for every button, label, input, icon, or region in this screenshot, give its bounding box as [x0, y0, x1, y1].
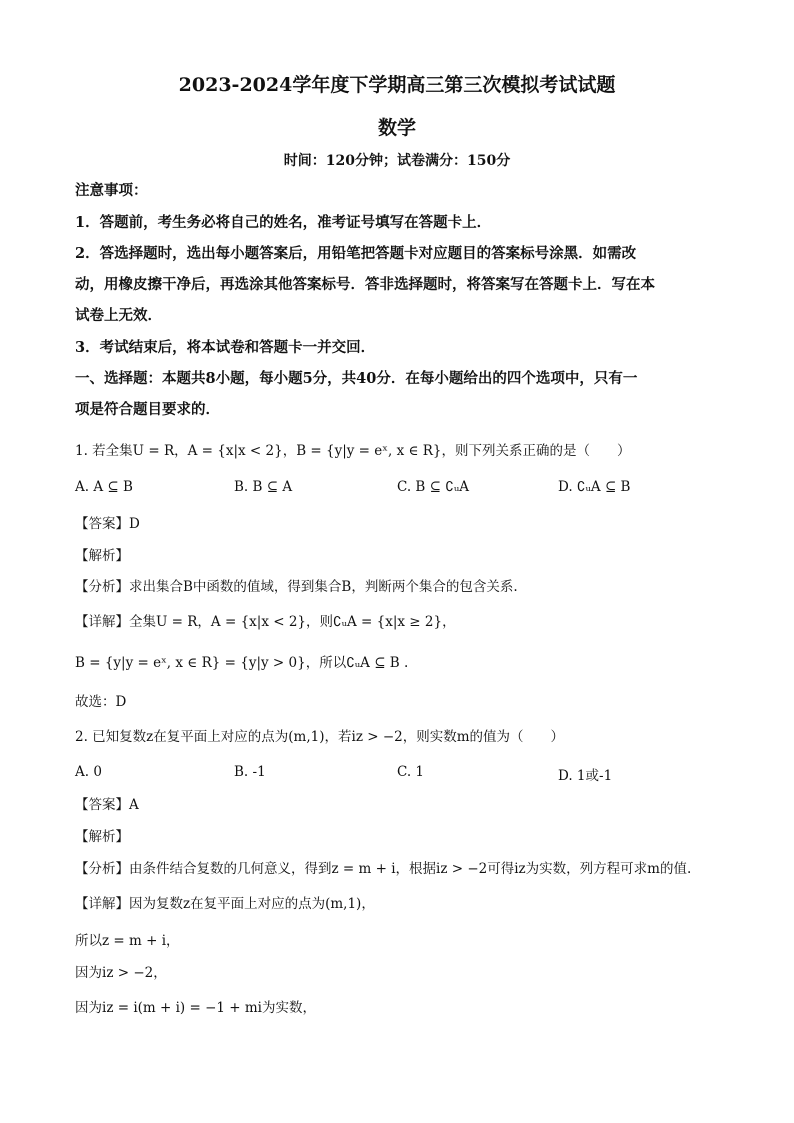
q2-answer: 【答案】A [75, 797, 139, 813]
q2-fenxi: 【分析】由条件结合复数的几何意义，得到z = m + i，根据iz > −2可得iz为实数，列方程可求m的值. [75, 861, 692, 877]
q1-analysis-label: 【解析】 [75, 548, 129, 564]
q1-option-a: A. A ⊆ B [75, 479, 133, 495]
q2-option-c: C. 1 [397, 764, 425, 780]
section-1-heading-line-2: 项是符合题目要求的． [75, 401, 220, 418]
q1-conclusion: 故选：D [75, 694, 127, 710]
notice-item-3: 3．考试结束后，将本试卷和答题卡一并交回． [75, 339, 376, 356]
q2-detail-3: 因为iz > −2， [75, 965, 167, 981]
q1-option-d: D. ∁ᵤA ⊆ B [558, 479, 631, 495]
exam-title: 2023-2024学年度下学期高三第三次模拟考试试题 [178, 74, 616, 96]
q1-fenxi: 【分析】求出集合B中函数的值域，得到集合B，判断两个集合的包含关系. [75, 579, 518, 595]
exam-subject: 数学 [377, 117, 416, 139]
notice-item-1: 1．答题前，考生务必将自己的姓名，准考证号填写在答题卡上． [75, 214, 492, 231]
q2-option-d: D. 1或-1 [558, 768, 613, 784]
q2-analysis-label: 【解析】 [75, 829, 129, 845]
notice-heading: 注意事项： [75, 182, 148, 199]
q1-detail-2: B = {y|y = eˣ, x ∈ R} = {y|y > 0}，所以∁ᵤA ⊆ B . [75, 655, 409, 671]
q2-stem: 2. 已知复数z在复平面上对应的点为(m,1)，若iz > −2，则实数m的值为（ ） [75, 729, 565, 745]
q1-option-b: B. B ⊆ A [234, 479, 293, 495]
q1-stem: 1. 若全集U = R，A = {x|x < 2}，B = {y|y = eˣ, x ∈ R}，则下列关系正确的是（ ） [75, 443, 631, 459]
q2-option-b: B. -1 [234, 764, 266, 780]
q2-detail-2: 所以z = m + i， [75, 933, 180, 949]
notice-item-2-line-1: 2．答选择题时，选出每小题答案后，用铅笔把答题卡对应题目的答案标号涂黑．如需改 [75, 245, 637, 262]
q2-detail-1: 【详解】因为复数z在复平面上对应的点为(m,1)， [75, 896, 375, 912]
q1-answer: 【答案】D [75, 516, 140, 532]
notice-item-2-line-2: 动，用橡皮擦干净后，再选涂其他答案标号．答非选择题时，将答案写在答题卡上．写在本 [75, 276, 655, 293]
q2-detail-4: 因为iz = i(m + i) = −1 + mi为实数， [75, 1000, 316, 1016]
section-1-heading-line-1: 一、选择题：本题共8小题，每小题5分，共40分．在每小题给出的四个选项中，只有一 [75, 370, 638, 387]
notice-item-2-line-3: 试卷上无效． [75, 307, 162, 324]
q1-option-c: C. B ⊆ ∁ᵤA [397, 479, 469, 495]
q2-option-a: A. 0 [75, 764, 102, 780]
exam-time-info: 时间：120分钟；试卷满分：150分 [283, 153, 511, 169]
q1-detail-1: 【详解】全集U = R，A = {x|x < 2}，则∁ᵤA = {x|x ≥ 2}， [75, 614, 456, 630]
